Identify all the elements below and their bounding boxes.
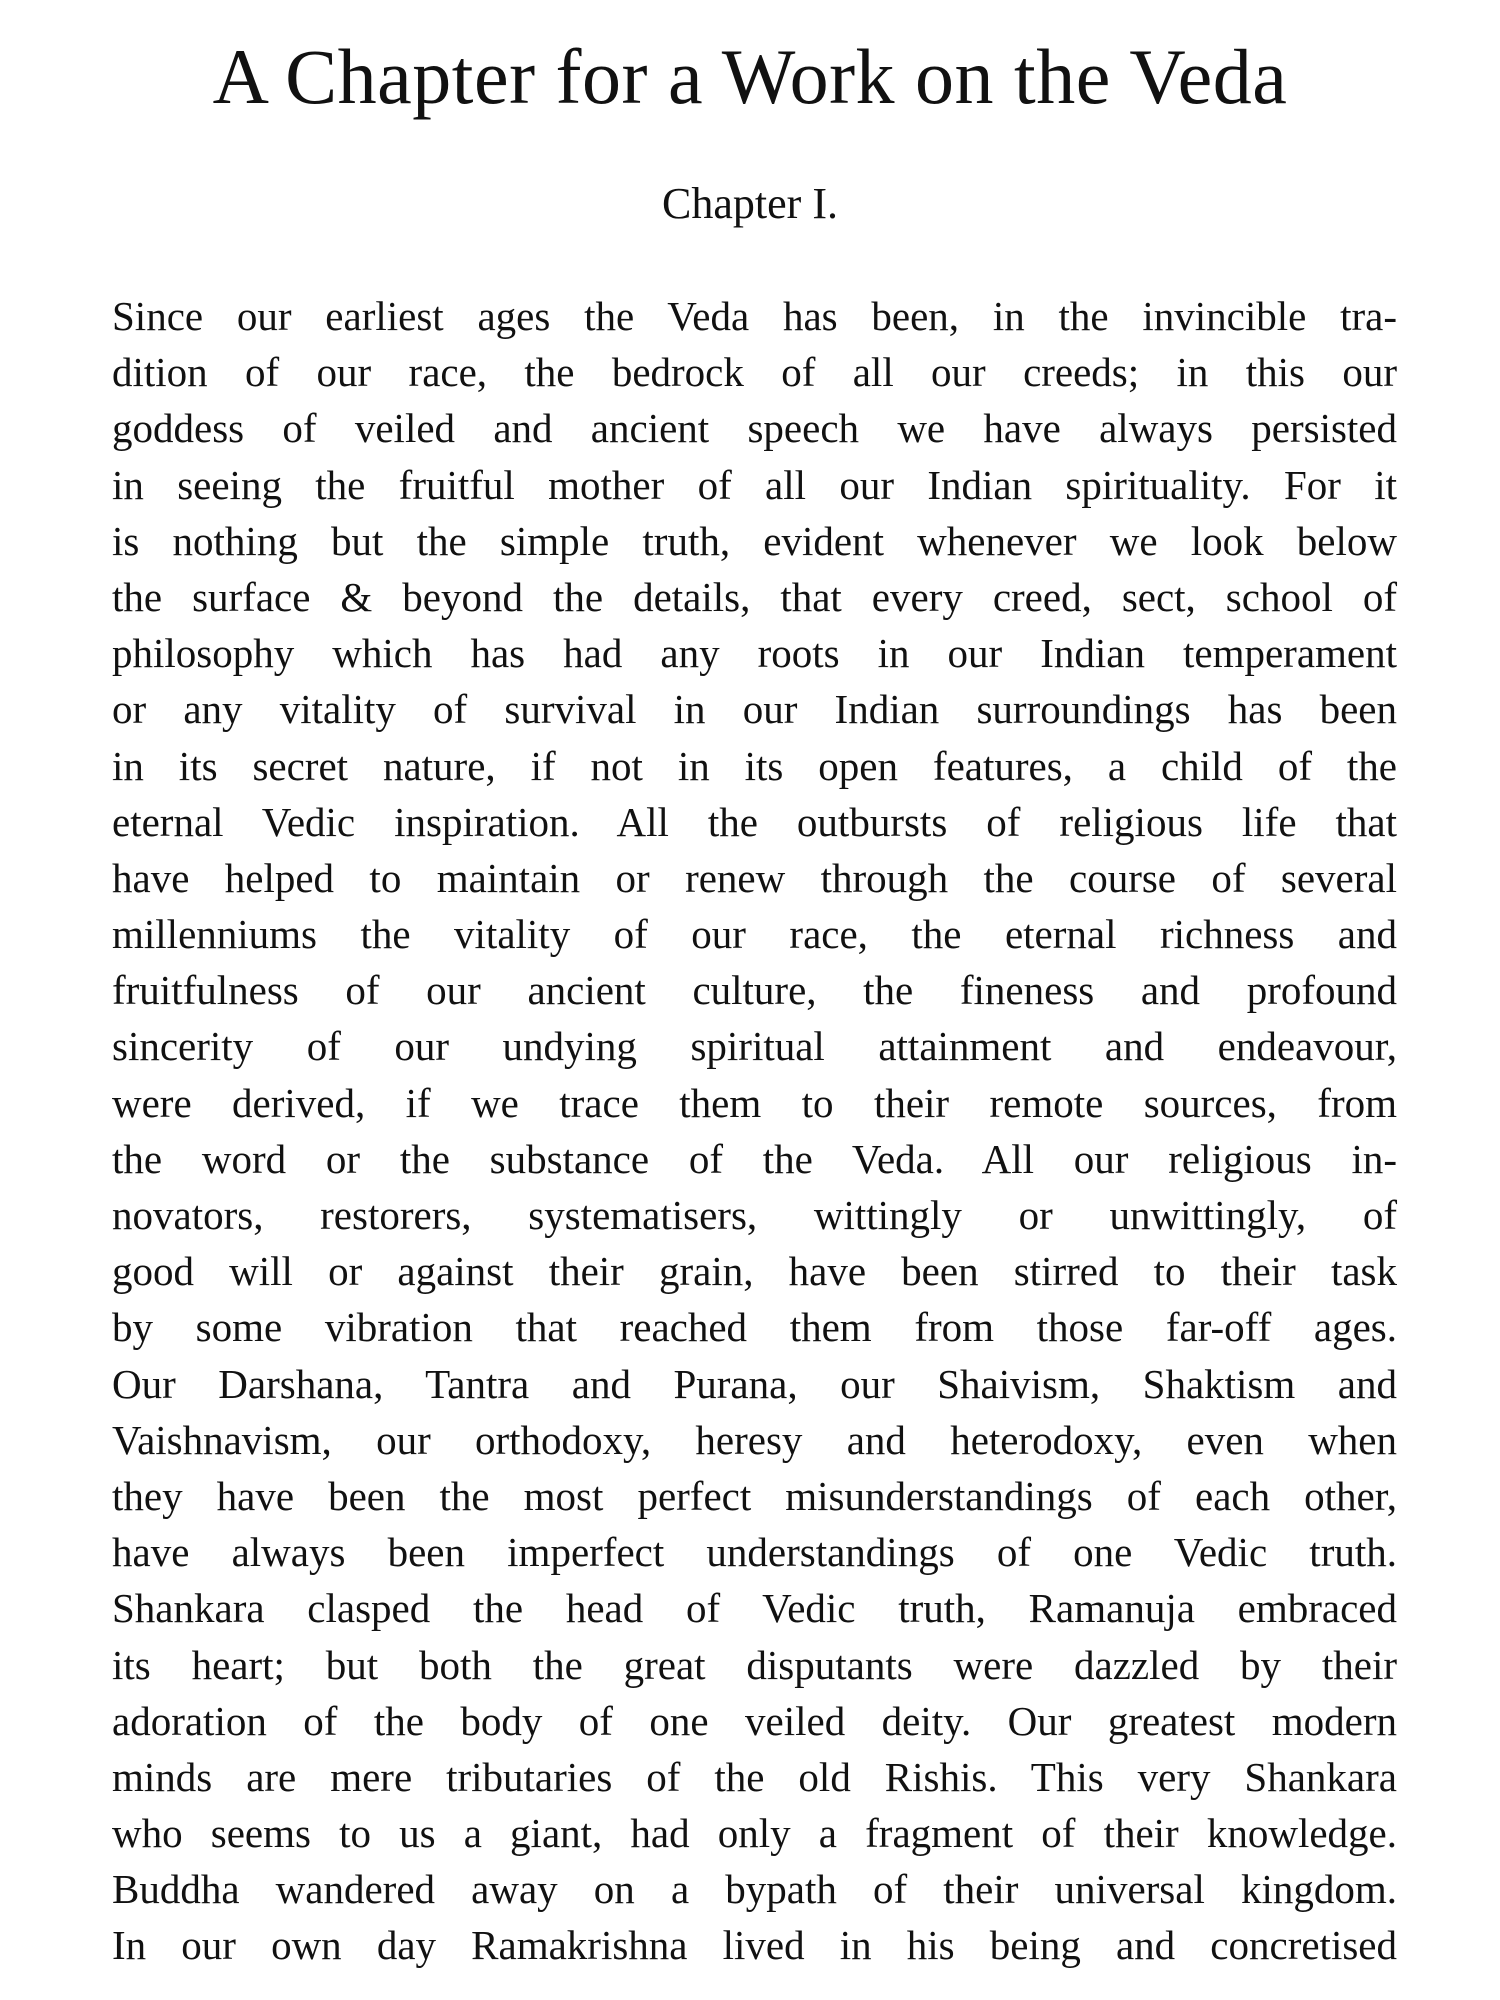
text-line: they have been the most perfect misunderstandings of each other,	[112, 1472, 1397, 1519]
text-line: sincerity of our undying spiritual attainment and endeavour,	[112, 1023, 1397, 1070]
text-line: Buddha wandered away on a bypath of their universal kingdom.	[112, 1866, 1397, 1913]
page-title: A Chapter for a Work on the Veda	[212, 33, 1288, 120]
text-line: eternal Vedic inspiration. All the outbursts of religious life that	[112, 798, 1397, 845]
text-line: the surface & beyond the details, that every creed, sect, school of	[112, 573, 1397, 620]
text-line: In our own day Ramakrishna lived in his being and concretised	[112, 1922, 1397, 1969]
text-line: adoration of the body of one veiled deity. Our greatest modern	[112, 1697, 1397, 1744]
text-line: Our Darshana, Tantra and Purana, our Shaivism, Shaktism and	[112, 1360, 1397, 1407]
text-line: by some vibration that reached them from those far-off ages.	[112, 1304, 1397, 1351]
text-line: were derived, if we trace them to their remote sources, from	[112, 1079, 1397, 1126]
text-line: in its secret nature, if not in its open features, a child of the	[112, 742, 1397, 789]
text-line: good will or against their grain, have been stirred to their task	[112, 1248, 1397, 1295]
text-line: or any vitality of survival in our Indian surroundings has been	[112, 686, 1397, 733]
text-line: in seeing the fruitful mother of all our Indian spirituality. For it	[112, 461, 1397, 508]
text-line: have always been imperfect understandings of one Vedic truth.	[112, 1529, 1397, 1576]
text-line: its heart; but both the great disputants were dazzled by their	[112, 1641, 1397, 1688]
text-line: goddess of veiled and ancient speech we have always persisted	[112, 405, 1397, 452]
text-line: novators, restorers, systematisers, wittingly or unwittingly, of	[112, 1192, 1397, 1238]
text-line: Vaishnavism, our orthodoxy, heresy and heterodoxy, even when	[112, 1416, 1397, 1463]
text-line: who seems to us a giant, had only a fragment of their knowledge.	[112, 1810, 1397, 1857]
text-line: fruitfulness of our ancient culture, the fineness and profound	[112, 967, 1397, 1014]
text-line: is nothing but the simple truth, evident whenever we look below	[112, 517, 1397, 564]
text-line: philosophy which has had any roots in our Indian temperament	[112, 630, 1397, 677]
text-line: dition of our race, the bedrock of all our creeds; in this our	[112, 349, 1397, 396]
text-line: have helped to maintain or renew through the course of several	[112, 854, 1397, 901]
chapter-heading: Chapter I.	[662, 179, 838, 228]
text-line: Shankara clasped the head of Vedic truth, Ramanuja embraced	[112, 1585, 1397, 1632]
text-line: minds are mere tributaries of the old Rishis. This very Shankara	[112, 1753, 1397, 1800]
body-paragraph	[112, 288, 1397, 1974]
text-line: the word or the substance of the Veda. All our religious in-	[112, 1135, 1397, 1182]
text-line: Since our earliest ages the Veda has been, in the invincible tra-	[112, 293, 1397, 339]
text-line: millenniums the vitality of our race, the eternal richness and	[112, 911, 1397, 958]
